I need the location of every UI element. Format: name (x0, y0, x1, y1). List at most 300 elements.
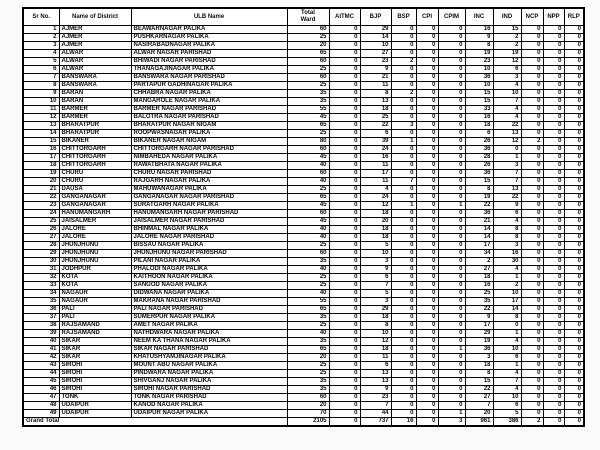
sr-no-cell: 28 (23, 241, 59, 249)
party-count-cell: 0 (521, 73, 543, 81)
party-count-cell: 36 (465, 345, 493, 353)
party-count-cell: 15 (465, 97, 493, 105)
party-count-cell: 2 (465, 257, 493, 265)
party-count-cell: 0 (543, 153, 564, 161)
party-count-cell: 6 (360, 129, 391, 137)
total-ward-cell: 35 (287, 257, 329, 265)
table-row (23, 169, 584, 177)
ulb-name-cell: SUMERPUR NAGAR PALIKA (131, 313, 287, 321)
party-count-cell: 0 (521, 345, 543, 353)
party-count-cell: 0 (543, 305, 564, 313)
table-row (23, 41, 584, 49)
table-row (23, 265, 584, 273)
table-row (23, 305, 584, 313)
ulb-name-cell: BANSWARA NAGAR PARISHAD (131, 73, 287, 81)
party-count-cell: 0 (543, 97, 564, 105)
party-count-cell: 0 (521, 33, 543, 41)
sr-no-cell: 36 (23, 305, 59, 313)
party-count-cell: 0 (543, 201, 564, 209)
party-count-cell: 11 (360, 177, 391, 185)
total-ward-cell: 25 (287, 281, 329, 289)
party-count-cell: 4 (493, 217, 521, 225)
party-count-cell: 0 (564, 113, 584, 121)
party-count-cell: 1 (438, 345, 465, 353)
party-count-cell: 0 (329, 329, 360, 337)
total-ward-cell: 80 (287, 137, 329, 145)
party-count-cell: 0 (329, 113, 360, 121)
party-count-cell: 0 (521, 169, 543, 177)
ulb-name-cell: BIKANER NAGAR NIGAM (131, 137, 287, 145)
party-count-cell: 0 (391, 249, 416, 257)
party-count-cell: 18 (465, 361, 493, 369)
party-count-cell: 8 (493, 313, 521, 321)
sr-no-cell: 42 (23, 353, 59, 361)
party-count-cell: 0 (521, 385, 543, 393)
party-count-cell: 0 (543, 57, 564, 65)
party-count-cell: 0 (543, 361, 564, 369)
table-row (23, 121, 584, 129)
party-count-cell: 6 (493, 353, 521, 361)
party-count-cell: 0 (521, 145, 543, 153)
party-count-cell: 0 (543, 409, 564, 417)
table-row (23, 89, 584, 97)
party-count-cell: 0 (329, 129, 360, 137)
total-ward-cell: 40 (287, 177, 329, 185)
ulb-name-cell: BARMER NAGAR PARISHAD (131, 105, 287, 113)
party-count-cell: 0 (438, 33, 465, 41)
party-count-cell: 3 (493, 73, 521, 81)
party-count-cell: 0 (543, 225, 564, 233)
party-count-cell: 0 (391, 97, 416, 105)
grand-total-value-cell: 386 (493, 417, 521, 426)
party-count-cell: 0 (416, 393, 438, 401)
party-count-cell: 4 (493, 369, 521, 377)
party-count-cell: 0 (543, 113, 564, 121)
party-count-cell: 0 (391, 329, 416, 337)
column-header-aitmc: AITMC (329, 8, 360, 25)
party-count-cell: 0 (391, 345, 416, 353)
table-row (23, 369, 584, 377)
party-count-cell: 14 (493, 305, 521, 313)
table-row (23, 185, 584, 193)
party-count-cell: 0 (329, 185, 360, 193)
ulb-name-cell: MOUNT ABU NAGAR PALIKA (131, 361, 287, 369)
party-count-cell: 15 (465, 177, 493, 185)
party-count-cell: 0 (543, 89, 564, 97)
party-count-cell: 4 (493, 81, 521, 89)
party-count-cell: 0 (564, 25, 584, 33)
total-ward-cell: 25 (287, 185, 329, 193)
table-row (23, 377, 584, 385)
ulb-name-cell: CHHABRA NAGAR PALIKA (131, 89, 287, 97)
party-count-cell: 10 (360, 249, 391, 257)
district-name-cell: SIKAR (59, 337, 131, 345)
party-count-cell: 0 (391, 153, 416, 161)
party-count-cell: 0 (438, 41, 465, 49)
ulb-name-cell: MAKRANA NAGAR PARISHAD (131, 297, 287, 305)
party-count-cell: 0 (391, 401, 416, 409)
ulb-name-cell: AMET NAGAR PALIKA (131, 321, 287, 329)
district-name-cell: CHURU (59, 177, 131, 185)
party-count-cell: 0 (543, 265, 564, 273)
party-count-cell: 0 (543, 369, 564, 377)
party-count-cell: 0 (438, 369, 465, 377)
party-count-cell: 0 (391, 305, 416, 313)
district-name-cell: CHITTORGARH (59, 145, 131, 153)
party-count-cell: 8 (493, 233, 521, 241)
total-ward-cell: 40 (287, 225, 329, 233)
ulb-name-cell: CHITTORGARH NAGAR PARISHAD (131, 145, 287, 153)
party-count-cell: 0 (416, 113, 438, 121)
party-count-cell: 0 (543, 209, 564, 217)
party-count-cell: 0 (438, 129, 465, 137)
district-name-cell: SIROHI (59, 385, 131, 393)
party-count-cell: 0 (521, 225, 543, 233)
party-count-cell: 36 (465, 209, 493, 217)
party-count-cell: 0 (564, 393, 584, 401)
party-count-cell: 7 (493, 177, 521, 185)
party-count-cell: 0 (416, 161, 438, 169)
party-count-cell: 0 (438, 313, 465, 321)
party-count-cell: 0 (329, 265, 360, 273)
party-count-cell: 21 (360, 73, 391, 81)
party-count-cell: 3 (493, 161, 521, 169)
party-count-cell: 12 (493, 57, 521, 65)
grand-total-value-cell: 2 (521, 417, 543, 426)
ulb-name-cell: SIROHI NAGAR PARISHAD (131, 385, 287, 393)
party-count-cell: 22 (360, 121, 391, 129)
party-count-cell: 0 (438, 169, 465, 177)
ulb-name-cell: UDAIPUR NAGAR PALIKA (131, 409, 287, 417)
column-header-ind: IND (493, 8, 521, 25)
grand-total-value-cell: 961 (465, 417, 493, 426)
sr-no-cell: 12 (23, 113, 59, 121)
party-count-cell: 0 (329, 217, 360, 225)
party-count-cell: 0 (521, 361, 543, 369)
party-count-cell: 25 (465, 289, 493, 297)
party-count-cell: 1 (493, 273, 521, 281)
party-count-cell: 0 (329, 57, 360, 65)
party-count-cell: 6 (493, 401, 521, 409)
table-row (23, 193, 584, 201)
party-count-cell: 20 (465, 409, 493, 417)
party-count-cell: 0 (416, 97, 438, 105)
sr-no-cell: 6 (23, 65, 59, 73)
ulb-name-cell: KHATUSHYAMJINAGAR PALIKA (131, 353, 287, 361)
party-count-cell: 0 (391, 281, 416, 289)
party-count-cell: 6 (465, 129, 493, 137)
party-count-cell: 0 (564, 121, 584, 129)
party-count-cell: 0 (416, 241, 438, 249)
party-count-cell: 0 (521, 401, 543, 409)
party-count-cell: 2 (493, 281, 521, 289)
total-ward-cell: 25 (287, 65, 329, 73)
party-count-cell: 0 (543, 353, 564, 361)
ulb-name-cell: GANGANAGAR NAGAR PARISHAD (131, 193, 287, 201)
party-count-cell: 8 (360, 89, 391, 97)
party-count-cell: 0 (416, 81, 438, 89)
sr-no-cell: 35 (23, 297, 59, 305)
party-count-cell: 0 (416, 129, 438, 137)
district-name-cell: DAUSA (59, 185, 131, 193)
party-count-cell: 0 (391, 297, 416, 305)
party-count-cell: 6 (360, 273, 391, 281)
party-count-cell: 28 (465, 153, 493, 161)
party-count-cell: 36 (465, 169, 493, 177)
party-count-cell: 0 (564, 409, 584, 417)
total-ward-cell: 35 (287, 377, 329, 385)
party-count-cell: 0 (564, 89, 584, 97)
ulb-name-cell: JAISALMER NAGAR PARISHAD (131, 217, 287, 225)
party-count-cell: 0 (438, 177, 465, 185)
sr-no-cell: 2 (23, 33, 59, 41)
column-header-bsp: BSP (391, 8, 416, 25)
grand-total-value-cell: 16 (391, 417, 416, 426)
party-count-cell: 13 (360, 369, 391, 377)
party-count-cell: 0 (543, 233, 564, 241)
party-count-cell: 0 (391, 409, 416, 417)
total-ward-cell: 45 (287, 217, 329, 225)
party-count-cell: 0 (416, 169, 438, 177)
party-count-cell: 35 (465, 297, 493, 305)
sr-no-cell: 9 (23, 89, 59, 97)
party-count-cell: 1 (391, 137, 416, 145)
party-count-cell: 7 (493, 169, 521, 177)
party-count-cell: 8 (465, 369, 493, 377)
party-count-cell: 0 (416, 121, 438, 129)
party-count-cell: 0 (543, 105, 564, 113)
party-count-cell: 0 (564, 177, 584, 185)
party-count-cell: 0 (564, 353, 584, 361)
party-count-cell: 0 (564, 273, 584, 281)
table-row (23, 409, 584, 417)
district-name-cell: SIKAR (59, 345, 131, 353)
party-count-cell: 0 (391, 41, 416, 49)
table-row (23, 313, 584, 321)
party-count-cell: 0 (391, 33, 416, 41)
district-name-cell: ALWAR (59, 57, 131, 65)
party-count-cell: 0 (329, 225, 360, 233)
party-count-cell: 0 (438, 113, 465, 121)
column-header-ncp: NCP (521, 8, 543, 25)
party-count-cell: 0 (391, 193, 416, 201)
party-count-cell: 0 (521, 409, 543, 417)
party-count-cell: 13 (360, 377, 391, 385)
party-count-cell: 10 (465, 65, 493, 73)
party-count-cell: 0 (543, 161, 564, 169)
table-row (23, 337, 584, 345)
grand-total-value-cell: 0 (329, 417, 360, 426)
table-row (23, 25, 584, 33)
party-count-cell: 0 (543, 25, 564, 33)
party-count-cell: 18 (360, 313, 391, 321)
party-count-cell: 0 (416, 377, 438, 385)
party-count-cell: 0 (564, 321, 584, 329)
party-count-cell: 27 (360, 49, 391, 57)
party-count-cell: 0 (438, 297, 465, 305)
table-row (23, 129, 584, 137)
sr-no-cell: 1 (23, 25, 59, 33)
party-count-cell: 0 (416, 49, 438, 57)
table-row (23, 393, 584, 401)
party-count-cell: 0 (438, 57, 465, 65)
party-count-cell: 0 (438, 305, 465, 313)
party-count-cell: 11 (360, 161, 391, 169)
total-ward-cell: 55 (287, 297, 329, 305)
party-count-cell: 0 (416, 201, 438, 209)
ulb-name-cell: TONK NAGAR PARISHAD (131, 393, 287, 401)
total-ward-cell: 70 (287, 409, 329, 417)
party-count-cell: 0 (416, 345, 438, 353)
total-ward-cell: 45 (287, 201, 329, 209)
party-count-cell: 0 (438, 145, 465, 153)
party-count-cell: 0 (416, 177, 438, 185)
party-count-cell: 25 (360, 113, 391, 121)
party-count-cell: 1 (493, 329, 521, 337)
party-count-cell: 0 (329, 369, 360, 377)
ulb-name-cell: CHURU NAGAR PARISHAD (131, 169, 287, 177)
party-count-cell: 0 (329, 177, 360, 185)
ulb-name-cell: BEAWARNAGAR PALIKA (131, 25, 287, 33)
sr-no-cell: 11 (23, 105, 59, 113)
party-count-cell: 13 (493, 129, 521, 137)
column-header-cpi: CPI (416, 8, 438, 25)
party-count-cell: 36 (465, 73, 493, 81)
party-count-cell: 0 (329, 409, 360, 417)
sr-no-cell: 34 (23, 289, 59, 297)
party-count-cell: 17 (465, 321, 493, 329)
party-count-cell: 3 (360, 257, 391, 265)
party-count-cell: 0 (416, 105, 438, 113)
party-count-cell: 0 (391, 113, 416, 121)
party-count-cell: 18 (360, 345, 391, 353)
party-count-cell: 0 (564, 385, 584, 393)
party-count-cell: 0 (416, 73, 438, 81)
party-count-cell: 0 (438, 97, 465, 105)
party-count-cell: 0 (543, 401, 564, 409)
party-count-cell: 0 (543, 121, 564, 129)
party-count-cell: 0 (543, 145, 564, 153)
party-count-cell: 23 (465, 57, 493, 65)
party-count-cell: 0 (543, 81, 564, 89)
party-count-cell: 0 (438, 49, 465, 57)
party-count-cell: 4 (493, 337, 521, 345)
party-count-cell: 17 (465, 241, 493, 249)
party-count-cell: 0 (521, 201, 543, 209)
party-count-cell: 0 (329, 33, 360, 41)
party-count-cell: 0 (416, 41, 438, 49)
table-row (23, 401, 584, 409)
district-name-cell: BARAN (59, 97, 131, 105)
party-count-cell: 0 (438, 385, 465, 393)
party-count-cell: 0 (521, 41, 543, 49)
party-count-cell: 0 (543, 345, 564, 353)
sr-no-cell: 30 (23, 257, 59, 265)
total-ward-cell: 60 (287, 57, 329, 65)
party-count-cell: 0 (564, 129, 584, 137)
sr-no-cell: 8 (23, 81, 59, 89)
party-count-cell: 0 (329, 25, 360, 33)
district-name-cell: BHARATPUR (59, 121, 131, 129)
party-count-cell: 0 (329, 321, 360, 329)
party-count-cell: 0 (329, 65, 360, 73)
party-count-cell: 1 (493, 361, 521, 369)
table-row (23, 153, 584, 161)
ulb-name-cell: PHALODI NAGAR PALIKA (131, 265, 287, 273)
party-count-cell: 0 (416, 321, 438, 329)
party-count-cell: 0 (329, 89, 360, 97)
party-count-cell: 9 (360, 385, 391, 393)
party-count-cell: 0 (329, 305, 360, 313)
party-count-cell: 10 (493, 89, 521, 97)
party-count-cell: 0 (416, 353, 438, 361)
party-count-cell: 0 (521, 305, 543, 313)
party-count-cell: 0 (564, 257, 584, 265)
table-row (23, 65, 584, 73)
party-count-cell: 18 (465, 273, 493, 281)
party-count-cell: 27 (465, 265, 493, 273)
party-count-cell: 30 (493, 257, 521, 265)
party-count-cell: 14 (465, 233, 493, 241)
party-count-cell: 0 (543, 193, 564, 201)
party-count-cell: 1 (391, 201, 416, 209)
party-count-cell: 0 (416, 137, 438, 145)
party-count-cell: 0 (521, 241, 543, 249)
district-name-cell: JHUNJHUNU (59, 241, 131, 249)
party-count-cell: 0 (416, 25, 438, 33)
party-count-cell: 0 (416, 401, 438, 409)
district-name-cell: JODHPUR (59, 265, 131, 273)
total-ward-cell: 60 (287, 145, 329, 153)
party-count-cell: 0 (416, 193, 438, 201)
ulb-name-cell: RAJGARH NAGAR PALIKA (131, 177, 287, 185)
party-count-cell: 1 (438, 201, 465, 209)
party-count-cell: 18 (360, 209, 391, 217)
sr-no-cell: 47 (23, 393, 59, 401)
party-count-cell: 0 (416, 217, 438, 225)
party-count-cell: 0 (521, 289, 543, 297)
party-count-cell: 0 (521, 217, 543, 225)
table-row (23, 289, 584, 297)
table-row (23, 33, 584, 41)
party-count-cell: 0 (438, 105, 465, 113)
district-name-cell: GANGANAGAR (59, 201, 131, 209)
party-count-cell: 0 (521, 105, 543, 113)
district-name-cell: HANUMANGARH (59, 209, 131, 217)
sr-no-cell: 22 (23, 193, 59, 201)
total-ward-cell: 25 (287, 369, 329, 377)
sr-no-cell: 37 (23, 313, 59, 321)
ulb-name-cell: RAWATBHATA NAGAR PALIKA (131, 161, 287, 169)
sr-no-cell: 46 (23, 385, 59, 393)
total-ward-cell: 65 (287, 305, 329, 313)
sr-no-cell: 24 (23, 209, 59, 217)
party-count-cell: 0 (521, 161, 543, 169)
district-name-cell: AJMER (59, 25, 131, 33)
party-count-cell: 0 (564, 137, 584, 145)
total-ward-cell: 40 (287, 265, 329, 273)
party-count-cell: 0 (521, 57, 543, 65)
total-ward-cell: 65 (287, 121, 329, 129)
ulb-name-cell: MAHUWANAGAR PALIKA (131, 185, 287, 193)
party-count-cell: 9 (360, 265, 391, 273)
district-name-cell: BARMER (59, 105, 131, 113)
party-count-cell: 22 (493, 193, 521, 201)
party-count-cell: 24 (360, 145, 391, 153)
party-count-cell: 0 (329, 385, 360, 393)
ulb-name-cell: BHARATPUR NAGAR NIGAM (131, 121, 287, 129)
party-count-cell: 0 (391, 65, 416, 73)
